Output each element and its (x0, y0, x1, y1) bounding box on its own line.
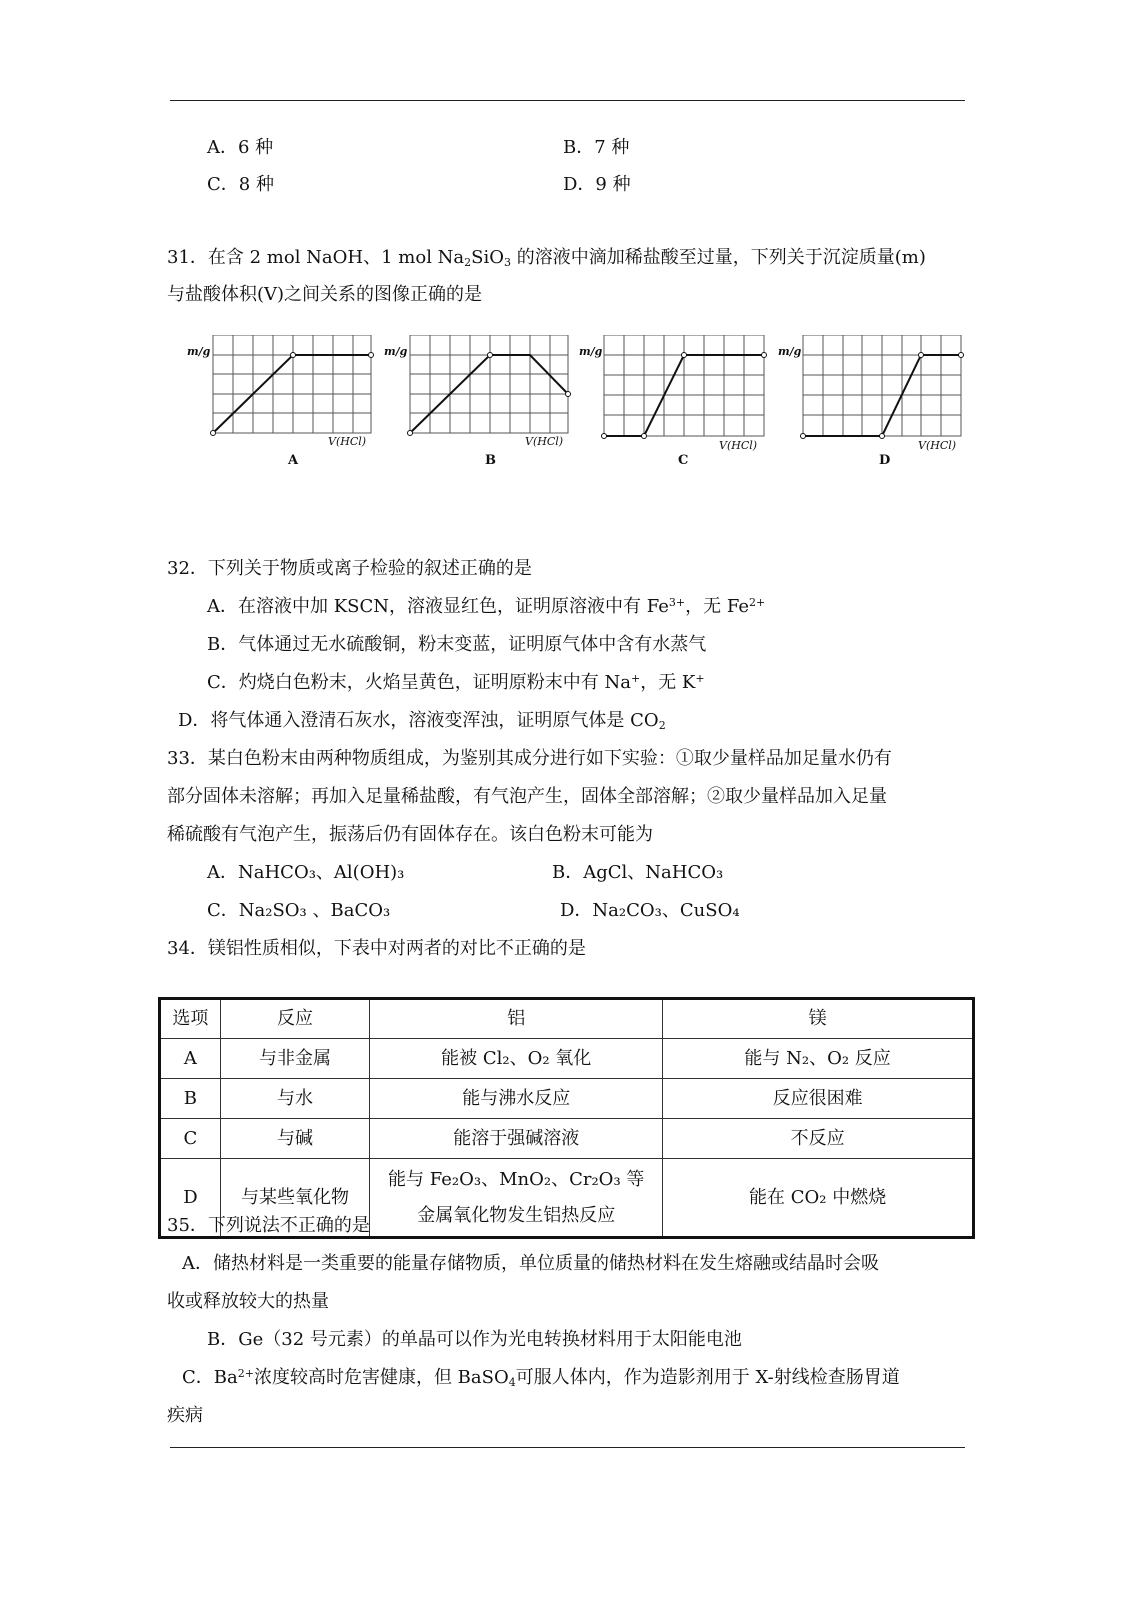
graph-d-xlabel: V(HCl) (918, 439, 957, 452)
graph-c-ylabel: m/g (579, 345, 603, 358)
q32-option-a: A．在溶液中加 KSCN，溶液显红色，证明原溶液中有 $Fe^{3+}$，无 $Fe^{2+}$ (207, 596, 766, 617)
table-cell: 与某些氧化物 (220, 1159, 369, 1238)
q35-option-a-line2: 收或释放较大的热量 (167, 1291, 329, 1312)
table-cell: D (160, 1159, 221, 1238)
footer-rule (170, 1447, 965, 1448)
table-header-cell: 反应 (220, 999, 369, 1039)
table-cell: 不反应 (663, 1119, 974, 1159)
table-cell (370, 1159, 663, 1238)
q35-option-c-line1: C．$Ba^{2+}$浓度较高时危害健康，但 BaSO$_4$可服人体内，作为造影剂用于 X-射线检查肠胃道 (182, 1367, 900, 1389)
graph-c-xlabel: V(HCl) (719, 439, 758, 452)
q32-option-b: B．气体通过无水硫酸铜，粉末变蓝，证明原气体中含有水蒸气 (207, 634, 707, 655)
table-cell: 能与沸水反应 (370, 1079, 663, 1119)
q32-stem: 32．下列关于物质或离子检验的叙述正确的是 (167, 558, 532, 579)
q33-option-a: A．NaHCO₃、Al(OH)₃ (207, 862, 405, 883)
graph-b-xlabel: V(HCl) (525, 435, 564, 448)
table-header-cell: 选项 (160, 999, 221, 1039)
table-header-row (160, 999, 974, 1039)
graph-c-plot (574, 335, 774, 475)
option-b: B．7 种 (563, 137, 630, 158)
graph-a-xlabel: V(HCl) (328, 435, 367, 448)
graph-d (773, 335, 973, 475)
q33-option-c: C．Na₂SO₃ 、BaCO₃ (207, 900, 391, 921)
table-header-cell: 铝 (370, 999, 663, 1039)
header-rule (170, 100, 965, 101)
q31-stem-line1: 31．在含 2 mol NaOH、1 mol $Na_2SiO_3$ 的溶液中滴加稀盐酸至过量，下列关于沉淀质量(m) (167, 247, 926, 269)
q35-option-c-line2: 疾病 (167, 1405, 203, 1426)
graph-a-ylabel: m/g (187, 345, 211, 358)
table-cell: C (160, 1119, 221, 1159)
q33-option-d: D．Na₂CO₃、CuSO₄ (560, 900, 740, 921)
table-cell: 能被 Cl₂、O₂ 氧化 (370, 1039, 663, 1079)
graph-b-ylabel: m/g (384, 345, 408, 358)
q33-stem-line2: 部分固体未溶解；再加入足量稀盐酸，有气泡产生，固体全部溶解；②取少量样品加入足量 (167, 786, 887, 807)
graph-c (574, 335, 774, 475)
q35-stem: 35．下列说法不正确的是 (167, 1215, 370, 1236)
graph-b (377, 335, 577, 475)
table-cell-line: 金属氧化物发生铝热反应 (417, 1204, 616, 1226)
table-cell: 能在 CO₂ 中燃烧 (663, 1159, 974, 1238)
graph-b-label: B (485, 453, 496, 468)
q35-option-a-line1: A．储热材料是一类重要的能量存储物质，单位质量的储热材料在发生熔融或结晶时会吸 (182, 1253, 879, 1274)
q33-stem-line1: 33．某白色粉末由两种物质组成，为鉴别其成分进行如下实验：①取少量样品加足量水仍有 (167, 748, 892, 769)
q33-stem-line3: 稀硫酸有气泡产生，振荡后仍有固体存在。该白色粉末可能为 (167, 824, 653, 845)
table-cell: 反应很困难 (663, 1079, 974, 1119)
q32-option-c: C．灼烧白色粉末，火焰呈黄色，证明原粉末中有 Na+，无 K+ (207, 672, 705, 693)
graph-a (180, 335, 380, 475)
graph-d-ylabel: m/g (778, 345, 802, 358)
table-cell: B (160, 1079, 221, 1119)
comparison-table (158, 997, 975, 1239)
q34-stem: 34．镁铝性质相似，下表中对两者的对比不正确的是 (167, 938, 586, 959)
graph-d-plot (773, 335, 973, 475)
table-header-cell: 镁 (663, 999, 974, 1039)
table-cell-line: 能与 Fe₂O₃、MnO₂、Cr₂O₃ 等 (388, 1168, 645, 1190)
table-row (160, 1079, 974, 1119)
option-d: D．9 种 (563, 174, 631, 195)
table-row (160, 1119, 974, 1159)
graph-c-label: C (678, 453, 689, 468)
q31-stem-line2: 与盐酸体积(V)之间关系的图像正确的是 (167, 284, 483, 305)
q35-option-b: B．Ge（32 号元素）的单晶可以作为光电转换材料用于太阳能电池 (207, 1329, 742, 1350)
table-row (160, 1039, 974, 1079)
graph-d-label: D (879, 453, 891, 468)
table-cell: 能与 N₂、O₂ 反应 (663, 1039, 974, 1079)
table-cell: A (160, 1039, 221, 1079)
option-c: C．8 种 (207, 174, 274, 195)
table-cell: 与水 (220, 1079, 369, 1119)
option-a: A．6 种 (207, 137, 274, 158)
table-cell: 能溶于强碱溶液 (370, 1119, 663, 1159)
q32-option-d: D．将气体通入澄清石灰水，溶液变浑浊，证明原气体是 $CO_2$ (178, 710, 666, 732)
graph-a-label: A (288, 453, 299, 468)
q33-option-b: B．AgCl、NaHCO₃ (552, 862, 724, 883)
table-cell: 与碱 (220, 1119, 369, 1159)
table-cell: 与非金属 (220, 1039, 369, 1079)
